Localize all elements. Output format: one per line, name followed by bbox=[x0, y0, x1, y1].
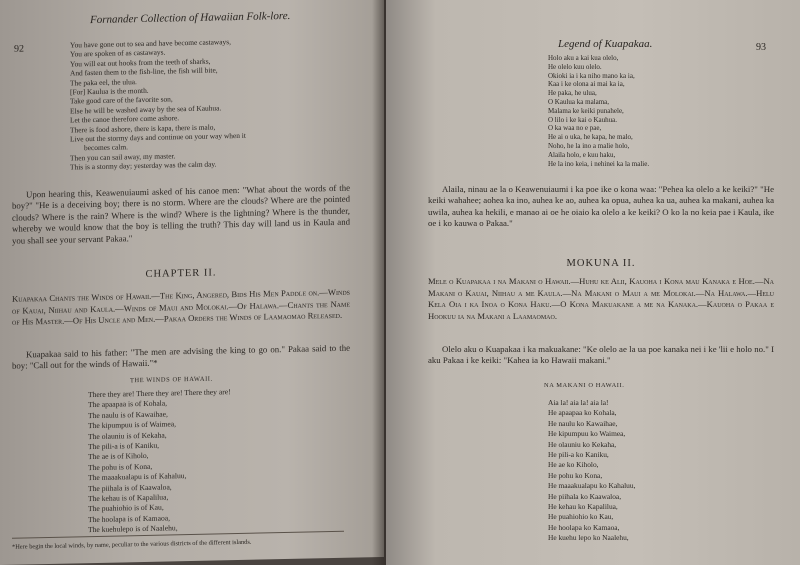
verse-line: Live out the stormy days and continue on your way when it bbox=[70, 130, 246, 144]
left-page-number: 92 bbox=[14, 43, 24, 55]
right-page bbox=[386, 0, 800, 565]
verse-line: He apaapaa ko Kohala, bbox=[548, 408, 617, 418]
verse-line: The maaakualapu is of Kahaluu, bbox=[88, 471, 187, 483]
verse-line: The pohu is of Kona, bbox=[88, 461, 153, 473]
verse-line: The pili-a is of Kaniku, bbox=[88, 440, 160, 452]
verse-line: The kipumpuu is of Waimea, bbox=[88, 419, 177, 431]
verse-line: O ka waa no e pae, bbox=[548, 124, 602, 133]
verse-line: There they are! There they are! There they are! bbox=[88, 387, 231, 400]
verse-line: He kuehu lepo ko Naalehu, bbox=[548, 533, 629, 543]
verse-line: He puahiohio ko Kau, bbox=[548, 512, 614, 522]
verse-line: He paka, he ulua, bbox=[548, 89, 597, 98]
right-paragraph: Alaila, ninau ae la o Keawenuiaumi i ka poe ike o kona waa: "Pehea ka olelo a ke keiki?" "He keiki wahahee; aohea ka ino, auhea ke ao, auhea ka opua, auhea ka ua, auhea ka makani, auhea ka uwila, auhea ka hekili, e manao ai oe he oiaio ka olelo a ke keiki? O ko la no keia pae i Kaula, ike oe i ko kauwa o Pakaa." bbox=[428, 184, 774, 229]
left-chapter-title: CHAPTER II. bbox=[145, 267, 217, 280]
verse-line: He pili-a ko Kaniku, bbox=[548, 450, 609, 460]
verse-line: The ae is of Kiholo, bbox=[88, 451, 149, 462]
verse-line: The puahiohio is of Kau, bbox=[88, 503, 164, 514]
verse-line: He pohu ko Kona, bbox=[548, 470, 603, 480]
left-winds-verse bbox=[88, 387, 231, 536]
verse-line: The kuehulepo is of Naalehu, bbox=[88, 523, 178, 535]
verse-line: He olelo kuu olelo. bbox=[548, 62, 602, 71]
verse-line: You will eat out hooks from the teeth of sharks, bbox=[70, 56, 211, 69]
left-chapter-synopsis: Kuapakaa Chants the Winds of Hawaii.—The King, Angered, Bids His Men Paddle on.—Winds of Kauai, Niihau and Kaula.—Winds of Maui and Molokai.—Of Halawa.—Chants the Name of His Master.—Of His Uncle and Men.—Pakaa Orders the Winds of Laamaomao Released. bbox=[12, 286, 350, 327]
verse-line: He hoolapa ko Kamaoa, bbox=[548, 522, 620, 532]
verse-line: Take good care of the favorite son, bbox=[70, 94, 173, 106]
verse-line: Malama ke keiki punahele, bbox=[548, 106, 624, 115]
right-winds-verse bbox=[548, 398, 635, 544]
left-page bbox=[0, 0, 384, 565]
verse-line: Kaa i ke olona ai mai ka ia, bbox=[548, 80, 625, 89]
verse-line: He naulu ko Kawaihae, bbox=[548, 418, 618, 428]
right-winds-heading: NA MAKANI O HAWAII. bbox=[544, 382, 625, 389]
verse-line: He olauniu ko Kekaha, bbox=[548, 439, 617, 449]
left-paragraph: Upon hearing this, Keawenuiaumi asked of his canoe men: "What about the words of the boy?" "He is a deceiving boy; there is no storm. Where are the clouds? Where are the pointed clouds? Where is the rain? Where is the wind? Where is the lightning? Where is the thunder, whereby we would know that the boy is telling the truth? This day will land us in Kaula and you shall see your servant Pakaa." bbox=[12, 182, 350, 246]
verse-line: He maaakualapu ko Kahaluu, bbox=[548, 481, 636, 491]
verse-line: Holo aku a kai kua olelo, bbox=[548, 54, 619, 62]
verse-line: O lilo i ke kai o Kauhua. bbox=[548, 115, 618, 124]
left-opening-verse bbox=[70, 37, 246, 172]
verse-line: He kehau ko Kapalilua, bbox=[548, 502, 618, 512]
left-footnote: *Here begin the local winds, by name, peculiar to the various districts of the different islands. bbox=[12, 538, 252, 551]
verse-line: The piihala is of Kaawaloa, bbox=[88, 482, 172, 493]
right-chapter-title: MOKUNA II. bbox=[566, 258, 636, 269]
verse-line: The paka eel, the ulua. bbox=[70, 76, 137, 88]
verse-line: O Kaulua ka malama, bbox=[548, 97, 610, 106]
right-running-head: Legend of Kuapakaa. bbox=[558, 38, 653, 50]
verse-line: [For] Kaulua is the month. bbox=[70, 85, 149, 97]
verse-line: Then you can sail away, my master. bbox=[70, 151, 176, 163]
verse-line: Else he will be washed away by the sea of Kauhua. bbox=[70, 103, 222, 116]
left-kuapakaa-paragraph: Kuapakaa said to his father: "The men are advising the king to go on." Pakaa said to the boy: "Call out for the winds of Hawaii."* bbox=[12, 342, 350, 372]
verse-line: This is a stormy day; yesterday was the calm day. bbox=[70, 159, 217, 172]
left-running-head: Fornander Collection of Hawaiian Folk-lore. bbox=[90, 9, 291, 27]
verse-line: Alaila holo, e kuu haku, bbox=[548, 150, 616, 159]
verse-line: He la ino keia, i nehinei ka la malie. bbox=[548, 159, 650, 168]
left-winds-heading: THE WINDS OF HAWAII. bbox=[130, 375, 213, 385]
right-page-number: 93 bbox=[756, 42, 766, 53]
verse-line: Let the canoe therefore come ashore. bbox=[70, 113, 180, 125]
verse-line: The apaapaa is of Kohala, bbox=[88, 398, 168, 410]
verse-line: He kipumpuu ko Waimea, bbox=[548, 429, 626, 439]
verse-line: Okioki ia i ka niho mano ka ia, bbox=[548, 71, 635, 80]
verse-line: The naulu is of Kawaihae, bbox=[88, 409, 168, 420]
verse-line: He piihala ko Kaawaloa, bbox=[548, 491, 622, 501]
verse-line: Noho, he la ino a malie holo, bbox=[548, 141, 630, 150]
verse-line: You are spoken of as castaways. bbox=[70, 47, 166, 59]
right-olelo-paragraph: Olelo aku o Kuapakaa i ka makuakane: "Ke olelo ae la ua poe kanaka nei i ke 'lii e holo no." I aku Pakaa i ke keiki: "Kahea ia ko Hawaii makani." bbox=[428, 344, 774, 366]
verse-line: You have gone out to sea and have become castaways, bbox=[70, 37, 231, 50]
right-opening-verse bbox=[548, 54, 649, 168]
verse-line: He ae ko Kiholo, bbox=[548, 460, 599, 470]
right-chapter-synopsis: Mele o Kuapakaa i na Makani o Hawaii.—Huhu ke Alii, Kauoha i Kona mau Kanaka e Hoe.—Na Makani o Kauai, Niihau a me Kaula.—Na Makani o Maui a me Molokai.—Na Halawa.—Helu Kela Oia i ka Inoa o Kona Haku.—O Kona Makuakane a me na Kanaka.—Kauoha o Pakaa e Hookuu ia na Makani a Laamaomao. bbox=[428, 276, 774, 321]
verse-line: Aia la! aia la! aia la! bbox=[548, 398, 609, 407]
verse-line: The hoolapa is of Kamaoa, bbox=[88, 513, 171, 525]
verse-line: becomes calm. bbox=[84, 142, 128, 153]
verse-line: The kehau is of Kapalilua, bbox=[88, 492, 169, 504]
verse-line: There is food ashore, there is kapa, there is malo, bbox=[70, 122, 216, 135]
verse-line: And fasten them to the fish-line, the fish will bite, bbox=[70, 65, 218, 78]
verse-line: He ai o uka, he kapa, he malo, bbox=[548, 133, 633, 142]
verse-line: The olauniu is of Kekaha, bbox=[88, 430, 167, 441]
